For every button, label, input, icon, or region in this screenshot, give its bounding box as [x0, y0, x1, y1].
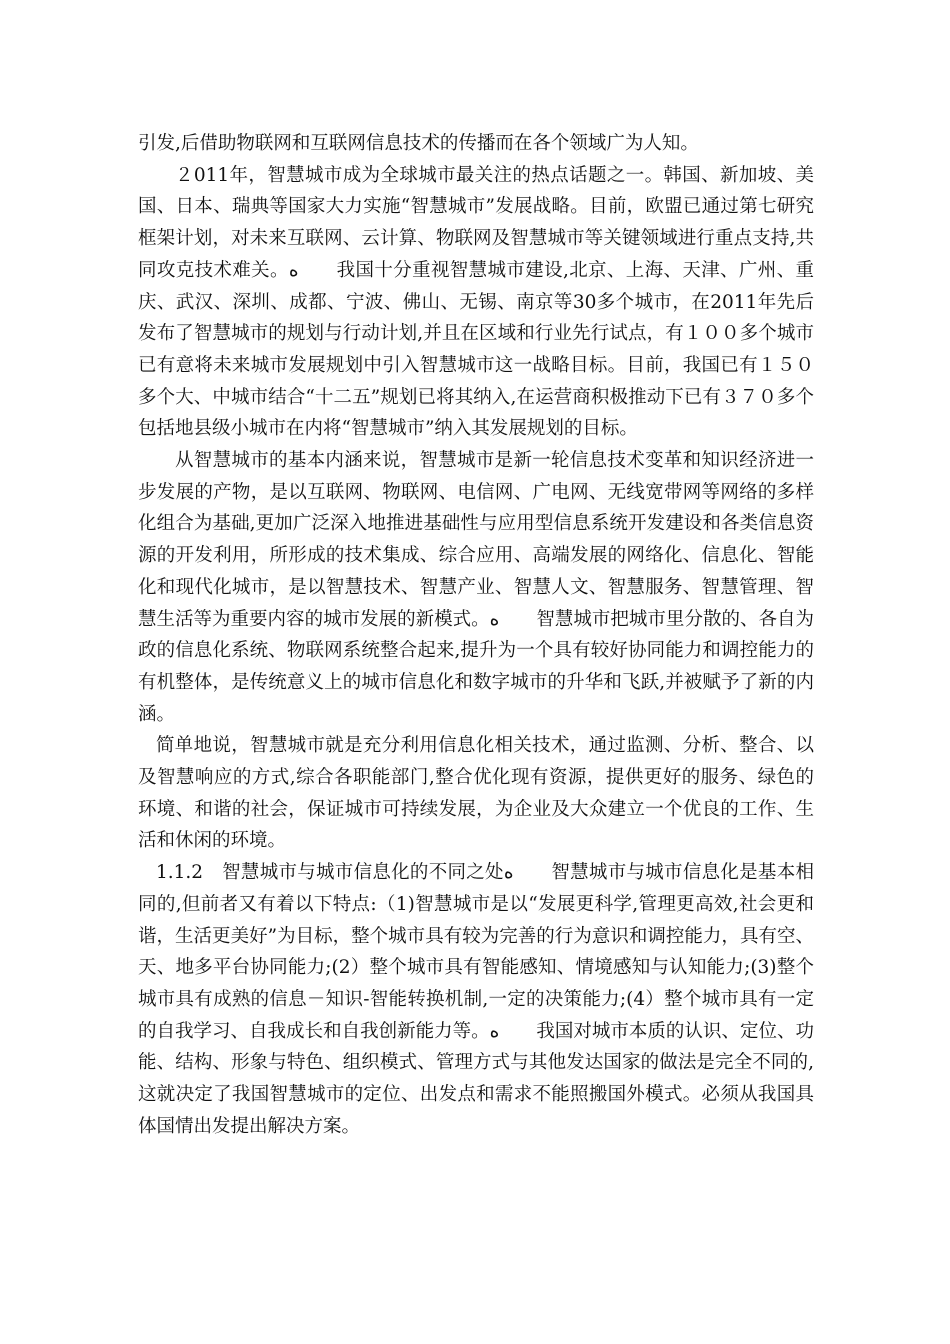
paragraph-section-1-1-2: 1.1.2 智慧城市与城市信息化的不同之处ه 智慧城市与城市信息化是基本相同的,但前者又有着以下特点:（1)智慧城市是以“发展更科学,管理更高效,社会更和谐，生活更美好”为目标，整个城市具有较为完善的行为意识和调控能力，具有空、天、地多平台协同能力;(2）整个城市具有智能感知、情境感知与认知能力;(3)整个城市具有成熟的信息－知识-智能转换机制,一定的决策能力;(4）整个城市具有一定的自我学习、自我成长和自我创新能力等。ه 我国对城市本质的认识、定位、功能、结构、形象与特色、组织模式、管理方式与其他发达国家的做法是完全不同的,这就决定了我国智慧城市的定位、出发点和需求不能照搬国外模式。必须从我国具体国情出发提出解决方案。	[138, 862, 814, 1137]
paragraph-basic-connotation: 从智慧城市的基本内涵来说，智慧城市是新一轮信息技术变革和知识经济进一步发展的产物，是以互联网、物联网、电信网、广电网、无线宽带网等网络的多样化组合为基础,更加广泛深入地推进基础性与应用型信息系统开发建设和各类信息资源的开发利用，所形成的技术集成、综合应用、高端发展的网络化、信息化、智能化和现代化城市，是以智慧技术、智慧产业、智慧人文、智慧服务、智慧管理、智慧生活等为重要内容的城市发展的新模式。ه 智慧城市把城市里分散的、各自为政的信息化系统、物联网系统整合起来,提升为一个具有较好协同能力和调控能力的有机整体，是传统意义上的城市信息化和数字城市的升华和飞跃,并被赋予了新的内涵。	[138, 450, 814, 725]
paragraph-intro-continuation: 引发,后借助物联网和互联网信息技术的传播而在各个领域广为人知。	[138, 133, 699, 154]
paragraph-simple-definition: 简单地说，智慧城市就是充分利用信息化相关技术，通过监测、分析、整合、以及智慧响应的方式,综合各职能部门,整合优化现有资源，提供更好的服务、绿色的环境、和谐的社会，保证城市可持续发展，为企业及大众建立一个优良的工作、生活和休闲的环境。	[138, 735, 814, 852]
document-body	[138, 128, 814, 1143]
paragraph-2011-global-trend: ２011年，智慧城市成为全球城市最关注的热点话题之一。韩国、新加坡、美国、日本、瑞典等国家大力实施“智慧城市”发展战略。目前，欧盟已通过第七研究框架计划，对未来互联网、云计算、物联网及智慧城市等关键领域进行重点支持,共同攻克技术难关。ه 我国十分重视智慧城市建设,北京、上海、天津、广州、重庆、武汉、深圳、成都、宁波、佛山、无锡、南京等30多个城市，在2011年先后发布了智慧城市的规划与行动计划,并且在区域和行业先行试点，有１００多个城市已有意将未来城市发展规划中引入智慧城市这一战略目标。目前，我国已有１５０多个大、中城市结合“十二五”规划已将其纳入,在运营商积极推动下已有３７０多个包括地县级小城市在内将“智慧城市”纳入其发展规划的目标。	[138, 164, 814, 440]
